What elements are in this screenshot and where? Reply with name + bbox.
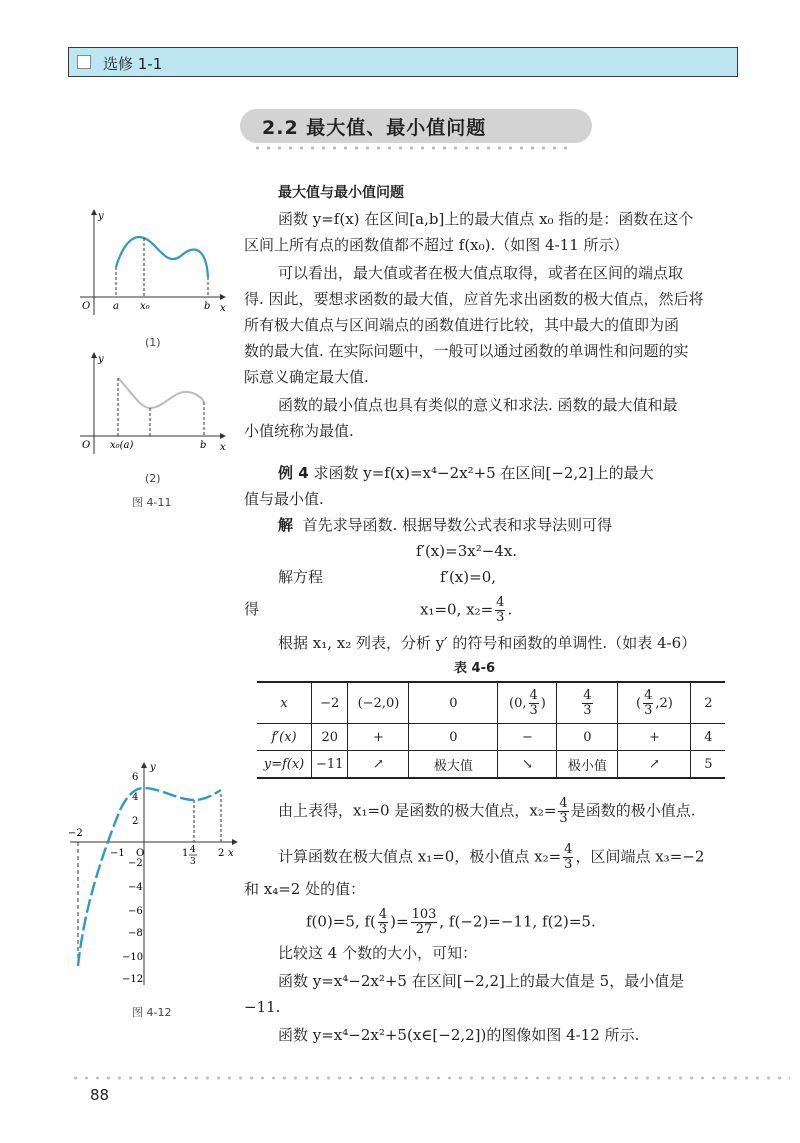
footer-dotted-divider <box>70 1076 790 1080</box>
paragraph-line: 所有极大值点与区间端点的函数值进行比较，其中最大的值即为函 <box>244 316 680 334</box>
function-curve <box>78 788 221 966</box>
table-row <box>257 751 725 779</box>
derivative-formula: f′(x)=3x²−4x. <box>416 542 518 560</box>
figure-sub-caption: (1) <box>145 336 161 349</box>
roots-text: x₁=0, x₂= <box>420 600 494 619</box>
example-question: 求函数 y=f(x)=x⁴−2x²+5 在区间[−2,2]上的最大 <box>313 464 654 482</box>
tick-label: −10 <box>122 952 144 963</box>
fraction: $\frac{103}{27}$ <box>411 907 437 937</box>
figure-4-12-graph <box>60 760 240 990</box>
tick-label: 6 <box>132 772 139 783</box>
paragraph-line: 函数 y=x⁴−2x²+5 在区间[−2,2]上的最大值是 5，最小值是 <box>278 972 685 990</box>
axis-label: x <box>228 848 234 859</box>
figure-sub-caption: (2) <box>145 472 161 485</box>
paragraph-line: 可以看出，最大值或者在极大值点取得，或者在区间的端点取 <box>278 264 684 282</box>
tick-label: 2 <box>132 816 139 827</box>
table-intro: 根据 x₁, x₂ 列表，分析 y′ 的符号和函数的单调性.（如表 4-6） <box>278 634 697 652</box>
table-cell: ↘ <box>498 751 557 779</box>
axis-label: y <box>98 354 104 365</box>
table-cell: 0 <box>557 724 618 751</box>
example-label: 例 4 <box>278 464 309 482</box>
tick-label: −2 <box>128 858 143 869</box>
table-cell: (0, $\frac{4}{3}$ ) <box>498 682 557 724</box>
table-cell: 2 <box>691 682 726 724</box>
tick-label: −6 <box>128 906 143 917</box>
function-curve <box>116 237 208 277</box>
result-label: 得 <box>244 600 260 618</box>
paragraph-line: 由上表得，x₁=0 是函数的极大值点，x₂= $\frac{4}{3}$ 是函数的极小值点. <box>278 796 696 826</box>
table-cell: 4 <box>691 724 726 751</box>
table-cell: (−2,0) <box>348 682 409 724</box>
tick-label: 1 <box>182 848 189 859</box>
table-cell: − <box>498 724 557 751</box>
tick-label: x₀ <box>140 301 150 312</box>
tick-label: −1 <box>110 848 125 859</box>
solution-line <box>278 512 612 538</box>
header-label: 选修 1-1 <box>103 55 163 73</box>
example-question-line <box>278 460 654 486</box>
axis-label: y <box>150 762 156 773</box>
figure-caption: 图 4-12 <box>132 1006 172 1019</box>
table-cell: + <box>348 724 409 751</box>
origin-label: O <box>82 301 91 312</box>
paragraph-line: 数的最大值. 在实际问题中，一般可以通过函数的单调性和问题的实 <box>244 342 689 360</box>
paragraph-line: 小值统称为最值. <box>244 422 354 440</box>
roots-line: x₁=0, x₂= $\frac{4}{3}$ . <box>420 595 513 625</box>
page-number: 88 <box>90 1086 110 1104</box>
tick-label: −2 <box>68 828 83 839</box>
table-cell: ↗ <box>348 751 409 779</box>
function-curve <box>118 378 204 408</box>
tick-label: b <box>200 440 207 451</box>
table-cell: −11 <box>312 751 348 779</box>
example-question-line: 值与最小值. <box>244 490 324 508</box>
paragraph-line: −11. <box>244 998 281 1016</box>
table-cell: 20 <box>312 724 348 751</box>
table-cell: 极大值 <box>409 751 498 779</box>
table-cell: + <box>618 724 691 751</box>
table-cell: 极小值 <box>557 751 618 779</box>
axis-label: y <box>98 211 104 222</box>
x-axis-arrow-icon <box>232 839 238 845</box>
tick-label: x₀(a) <box>110 440 134 451</box>
tick-label: −8 <box>128 928 143 939</box>
tick-label: 4 <box>132 792 139 803</box>
tick-label: −12 <box>122 974 144 985</box>
y-axis-arrow-icon <box>141 762 147 768</box>
table-cell: $\frac{4}{3}$ <box>557 682 618 724</box>
sign-table <box>257 681 725 779</box>
table-row <box>257 682 725 724</box>
fraction: $\frac{4}{3}$ <box>496 595 505 625</box>
origin-label: O <box>82 440 91 451</box>
figure-caption: 图 4-11 <box>132 496 172 509</box>
fraction: $\frac{4}{3}$ <box>564 842 573 872</box>
tick-label: 2 <box>218 848 225 859</box>
axis-label: x <box>220 442 226 453</box>
paragraph-line: 比较这 4 个数的大小，可知： <box>278 944 478 962</box>
table-cell: ( $\frac{4}{3}$ ,2) <box>618 682 691 724</box>
paragraph-line: 函数 y=x⁴−2x²+5(x∈[−2,2])的图像如图 4-12 所示. <box>278 1026 640 1044</box>
paragraph-line: 函数 y=f(x) 在区间[a,b]上的最大值点 x₀ 指的是：函数在这个 <box>278 210 694 228</box>
tick-label: 4 <box>190 845 196 855</box>
table-cell: 0 <box>409 682 498 724</box>
table-cell: ↗ <box>618 751 691 779</box>
tick-label: b <box>204 301 211 312</box>
paragraph-line: 和 x₄=2 处的值： <box>244 880 366 898</box>
paragraph-line: 函数的最小值点也具有类似的意义和求法. 函数的最大值和最 <box>278 396 678 414</box>
paragraph-line: 得. 因此，要想求函数的最大值，应首先求出函数的极大值点，然后将 <box>244 290 704 308</box>
paragraph-line: 际意义确定最大值. <box>244 368 369 386</box>
origin-label: O <box>136 848 145 859</box>
x-axis-arrow-icon <box>220 433 226 439</box>
fraction: $\frac{4}{3}$ <box>559 796 568 826</box>
fraction: $\frac{4}{3}$ <box>378 907 388 937</box>
figure-4-11-graph-1 <box>70 205 230 325</box>
paragraph-line: 区间上所有点的函数值都不超过 f(x₀).（如图 4-11 所示） <box>244 236 629 254</box>
solve-label: 解方程 <box>278 568 324 586</box>
figure-4-11-graph-2 <box>70 350 230 460</box>
tick-label: a <box>113 301 119 312</box>
solve-equation: f′(x)=0, <box>440 568 497 586</box>
table-cell: y=f(x) <box>257 751 312 779</box>
table-cell: 5 <box>691 751 726 779</box>
y-axis-arrow-icon <box>91 209 97 215</box>
table-caption: 表 4-6 <box>454 661 496 676</box>
dotted-divider <box>252 146 572 150</box>
tick-label: 3 <box>190 857 196 867</box>
table-cell: 0 <box>409 724 498 751</box>
table-cell: −2 <box>312 682 348 724</box>
section-title-banner <box>240 109 592 143</box>
header-square-icon <box>77 55 91 69</box>
y-axis-arrow-icon <box>91 352 97 358</box>
solution-label: 解 <box>278 516 294 534</box>
paragraph-line: 计算函数在极大值点 x₁=0，极小值点 x₂= $\frac{4}{3}$ ，区间端点 x₃=−2 <box>278 842 705 872</box>
table-cell: x <box>257 682 312 724</box>
values-line: f(0)=5, f( $\frac{4}{3}$ )= $\frac{103}{27}$ , f(−2)=−11, f(2)=5. <box>306 907 596 937</box>
section-title: 2.2 最大值、最小值问题 <box>262 117 487 139</box>
tick-label: −4 <box>128 882 143 893</box>
chapter-header <box>68 47 738 77</box>
solution-text: 首先求导函数. 根据导数公式表和求导法则可得 <box>302 516 613 534</box>
axis-label: x <box>220 303 226 314</box>
subheading: 最大值与最小值问题 <box>278 185 404 201</box>
table-row <box>257 724 725 751</box>
table-cell: f′(x) <box>257 724 312 751</box>
x-axis-arrow-icon <box>220 294 226 300</box>
